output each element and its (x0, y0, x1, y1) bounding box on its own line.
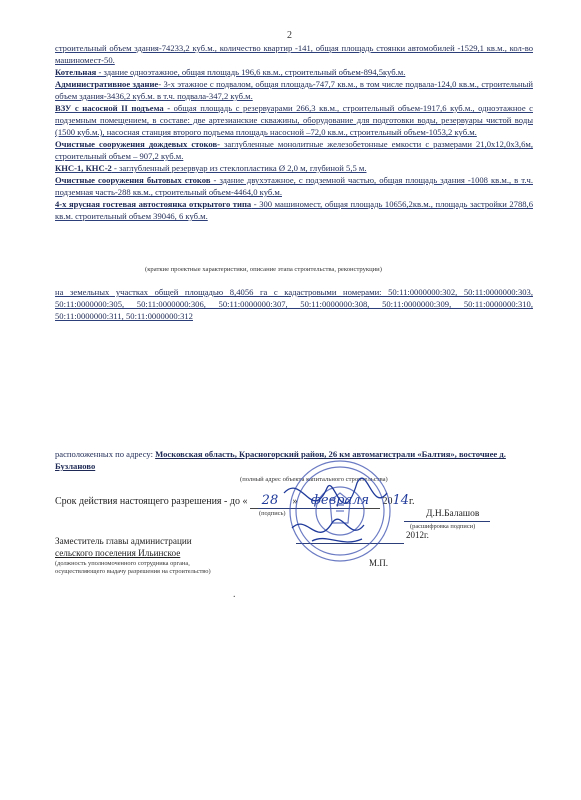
admin-building-paragraph: Административное здание- 3-х этажное с подвалом, общая площадь-747,7 кв.м., в том числе подвала-124,0 кв.м., строительный объем здания-3436,2 куб.м. в т.ч. подвала-347,2 куб.м. (55, 79, 533, 101)
validity-label: Срок действия настоящего разрешения - до « (55, 496, 248, 507)
signature-caption: (подпись) (259, 510, 286, 517)
page-number: 2 (287, 30, 292, 41)
signer-position-line2: сельского поселения Ильинское (55, 548, 181, 558)
sewage-treatment-paragraph: Очистные сооружения бытовых стоков - здание двухэтажное, с подземной частью, общая площадь здания -1008 кв.м., в т.ч. подземная часть-288 кв.м., строительный объем-4464,0 куб.м. (55, 175, 533, 197)
validity-year-prefix: 20 (382, 496, 393, 507)
signer-caption: (должность уполномоченного сотрудника органа, осуществляющего выдачу разрешения на строительство) (55, 560, 211, 575)
water-intake-paragraph: ВЗУ с насосной II подъема - общая площадь с резервуарами 266,3 кв.м., строительный объем-1917,6 куб.м., одноэтажное с подземным помещением, в составе: две артезианские скважины, оборудование для подготовки воды, резервуары чистой воды (1500 куб.м.), насосная станция второго подъема площадь насосной –72,0 кв.м., строительный объем-1053,2 куб.м. (55, 103, 533, 137)
signer-position-line1: Заместитель главы администрации (55, 536, 192, 546)
date-suffix: 2012г. (406, 530, 429, 540)
characteristics-caption: (краткие проектные характеристики, описание этапа строительства, реконструкции) (145, 266, 382, 273)
boiler-paragraph: Котельная - здание одноэтажное, общая площадь 196,6 кв.м., строительный объем-894,5куб.м. (55, 67, 406, 77)
volume-paragraph: строительный объем здания-74233,2 куб.м., количество квартир -141, общая площадь стоянки автомобилей -1529,1 кв.м., кол-во машиномест-50. (55, 43, 533, 65)
main-text-block (55, 42, 533, 222)
pump-station-paragraph: КНС-1, КНС-2 - заглубленный резервуар из стеклопластика Ø 2,0 м, глубиной 5,5 м. (55, 163, 367, 173)
storm-treatment-paragraph: Очистные сооружения дождевых стоков- заглубленные монолитные железобетонные емкости с размерами 21,0х12,0х3,6м, строительный объем – 907,2 куб.м. (55, 139, 534, 161)
parking-paragraph: 4-х ярусная гостевая автостоянка открытого типа - 300 машиномест, общая площадь 10656,2кв.м., площадь застройки 2788,6 кв.м. строительный объем 39046, 6 куб.м. (55, 199, 533, 221)
validity-year: 14 (392, 493, 409, 508)
round-seal-icon (272, 453, 415, 568)
name-line (404, 521, 490, 522)
signer-position (55, 535, 192, 559)
validity-mid: » (292, 496, 298, 507)
validity-day: 28 (250, 493, 290, 509)
address-prefix: расположенных по адресу: (55, 449, 153, 459)
seal-place-label: М.П. (369, 558, 389, 568)
address-value: Московская область, Красногорский район, 26 км автомагистрали «Балтия», восточнее д. Бузланово (55, 449, 506, 471)
name-caption: (расшифровка подписи) (410, 523, 476, 530)
validity-month: февраля (300, 493, 380, 509)
land-plots-paragraph: на земельных участках общей площадью 8,4056 га с кадастровыми номерами: 50:11:0000000:302, 50:11:0000000:303, 50:11:0000000:305, 50:11:0000000:306, 50:11:0000000:307, 50:11:0000000:308, 50:11:0000000:309, 50:11:0000000:310, 50:11:0000000:311, 50:11:0000000:312 (55, 287, 533, 321)
signer-name: Д.Н.Балашов (426, 509, 480, 519)
validity-end: г. (409, 496, 415, 507)
address-caption: (полный адрес объекта капитального строительства) (240, 476, 388, 483)
bottom-mark: . (233, 589, 236, 600)
